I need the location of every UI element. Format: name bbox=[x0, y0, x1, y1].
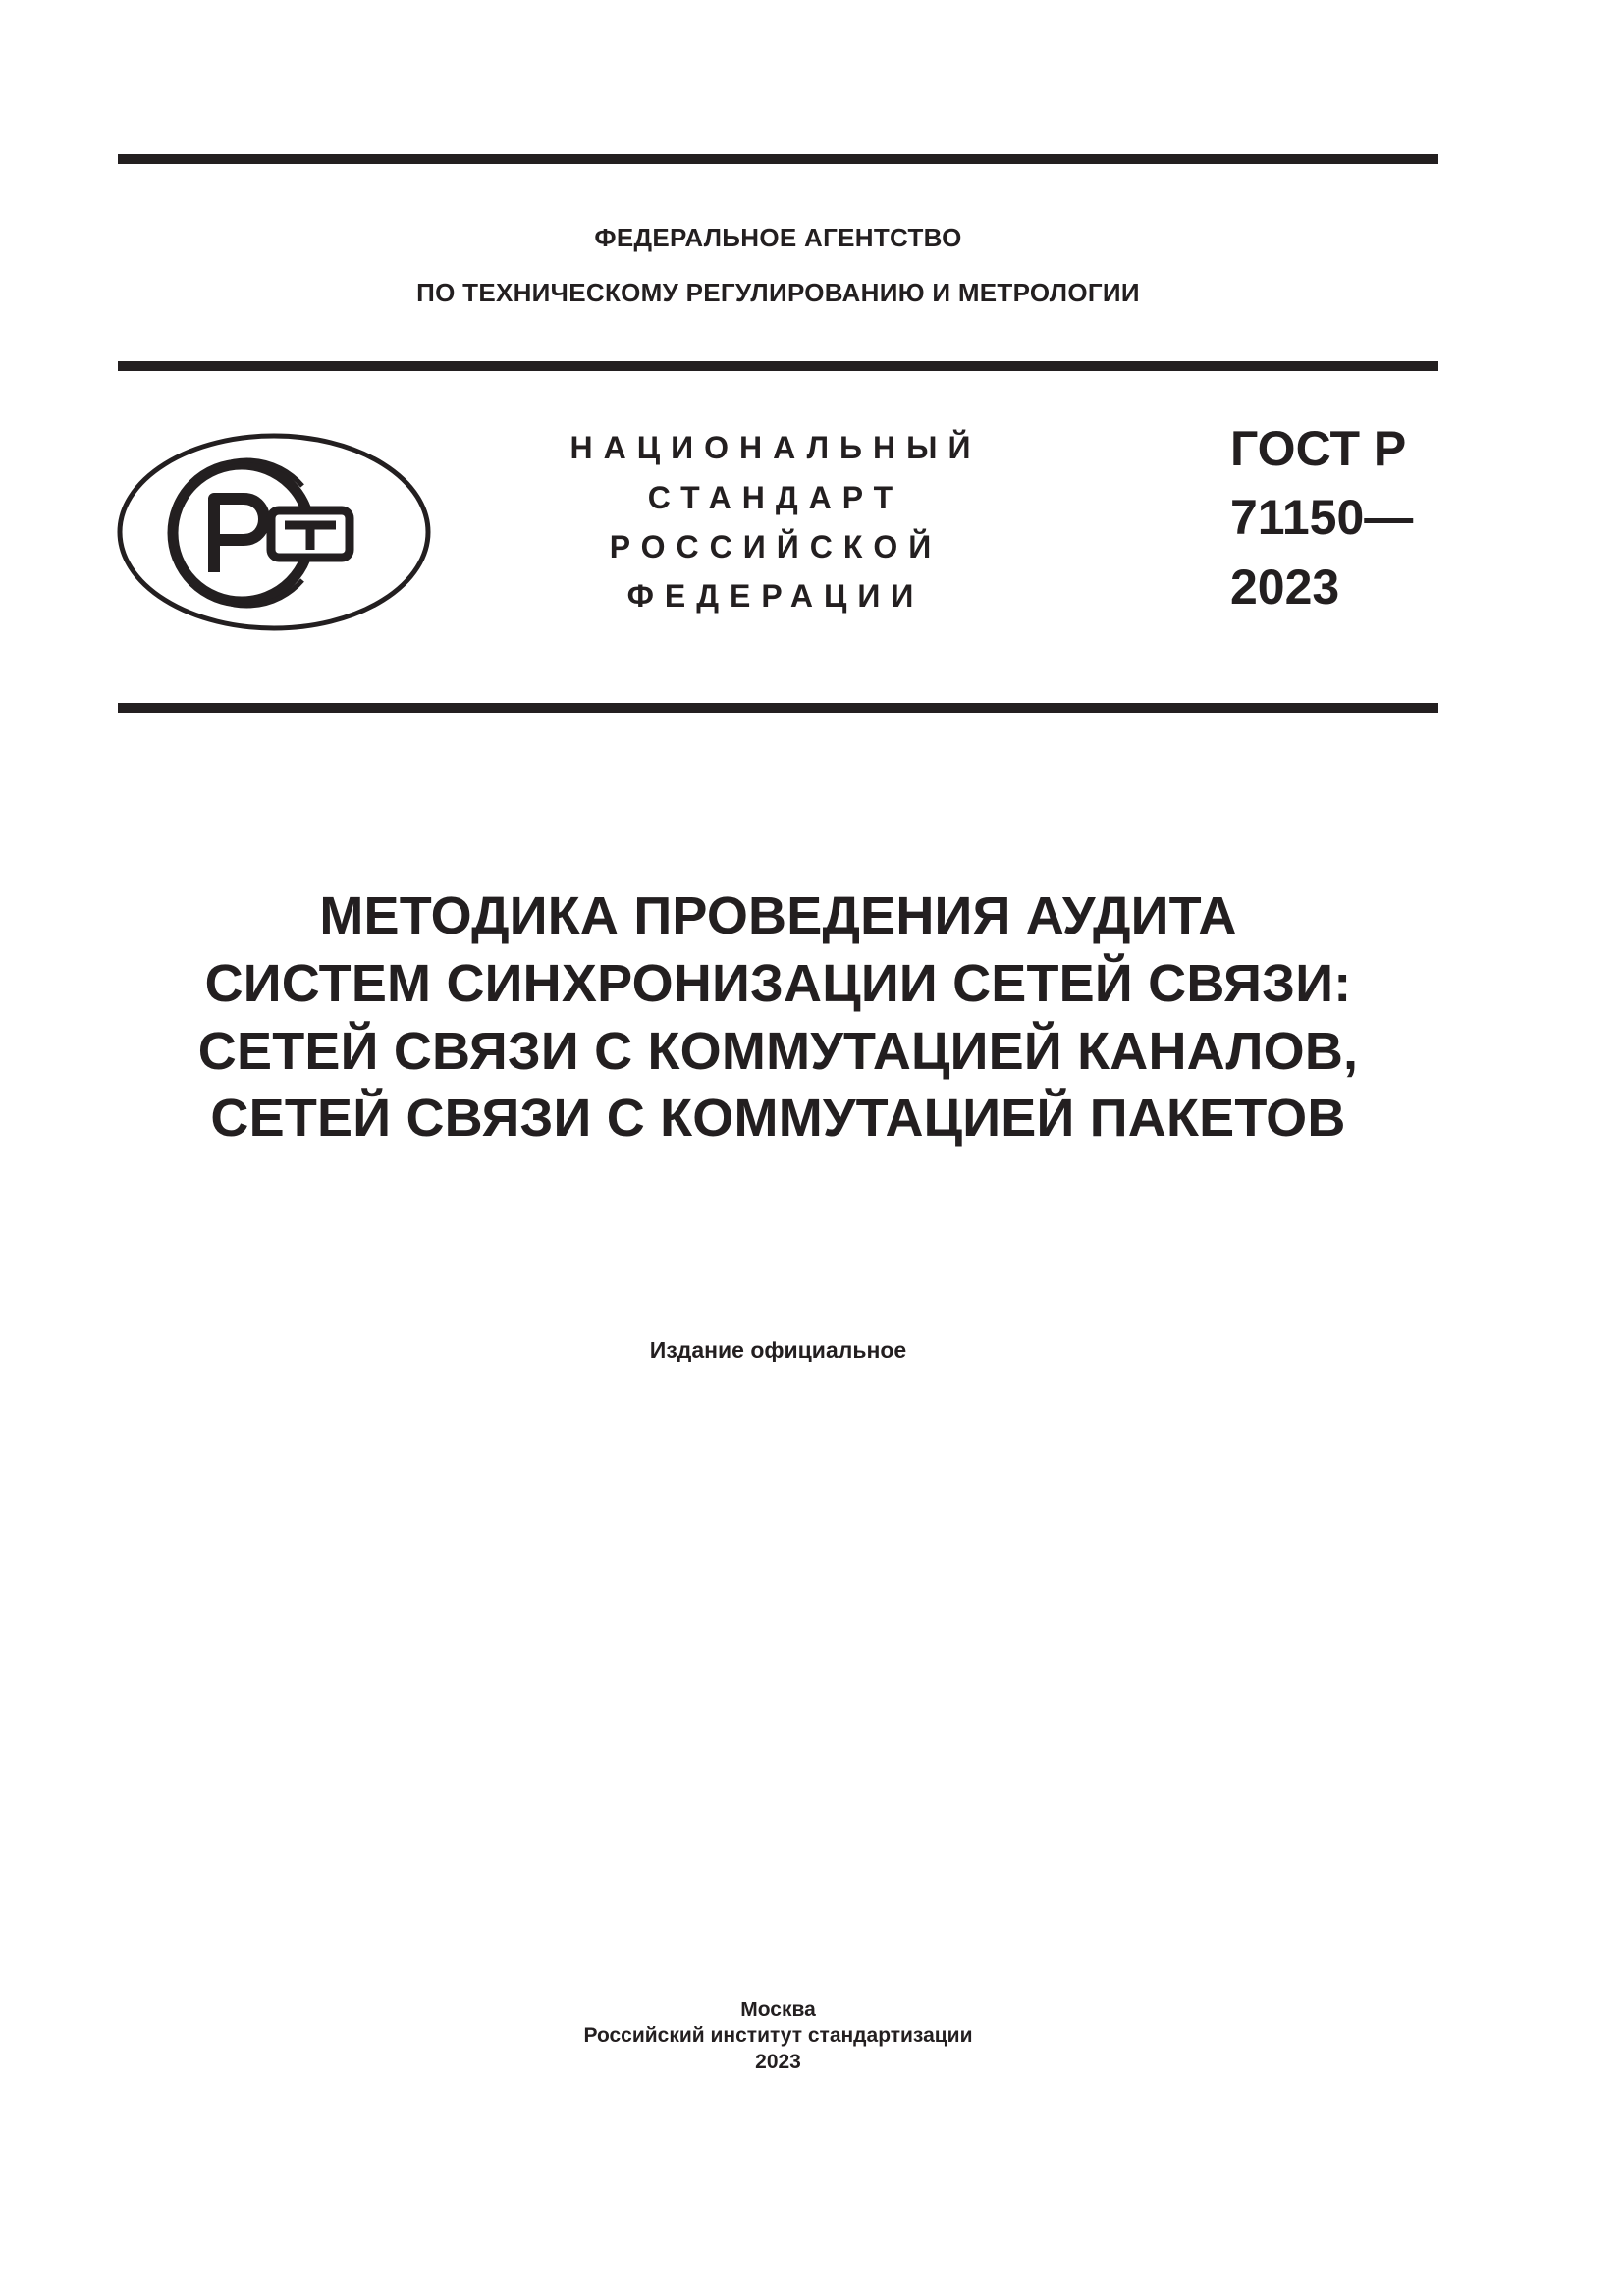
national-standard-line-4: ФЕДЕРАЦИИ bbox=[626, 578, 925, 614]
gost-designation-line-1: ГОСТ Р bbox=[1230, 421, 1407, 476]
publisher-name: Российский институт стандартизации bbox=[583, 2024, 973, 2047]
document-title-line-2: СИСТЕМ СИНХРОНИЗАЦИИ СЕТЕЙ СВЯЗИ: bbox=[204, 954, 1352, 1013]
gost-designation-line-2: 71150— bbox=[1230, 490, 1414, 545]
agency-name-line-2: ПО ТЕХНИЧЕСКОМУ РЕГУЛИРОВАНИЮ И МЕТРОЛОГИИ bbox=[416, 278, 1140, 307]
edition-label: Издание официальное bbox=[649, 1337, 907, 1362]
agency-name-line-1: ФЕДЕРАЛЬНОЕ АГЕНТСТВО bbox=[594, 223, 962, 252]
document-title-line-1: МЕТОДИКА ПРОВЕДЕНИЯ АУДИТА bbox=[319, 886, 1237, 945]
document-title-line-4: СЕТЕЙ СВЯЗИ С КОММУТАЦИЕЙ ПАКЕТОВ bbox=[210, 1089, 1346, 1148]
header-rule bbox=[118, 361, 1438, 371]
document-title-line-3: СЕТЕЙ СВЯЗИ С КОММУТАЦИЕЙ КАНАЛОВ, bbox=[197, 1022, 1359, 1081]
national-standard-line-1: НАЦИОНАЛЬНЫЙ bbox=[569, 430, 982, 465]
publication-year: 2023 bbox=[755, 2051, 801, 2073]
national-standard-line-3: РОССИЙСКОЙ bbox=[609, 529, 943, 564]
national-standard-line-2: СТАНДАРТ bbox=[647, 480, 904, 515]
top-rule bbox=[118, 154, 1438, 164]
rst-certification-mark-icon bbox=[116, 432, 432, 633]
gost-designation-line-3: 2023 bbox=[1230, 560, 1340, 614]
standard-block-rule bbox=[118, 703, 1438, 713]
publication-city: Москва bbox=[740, 1999, 816, 2021]
